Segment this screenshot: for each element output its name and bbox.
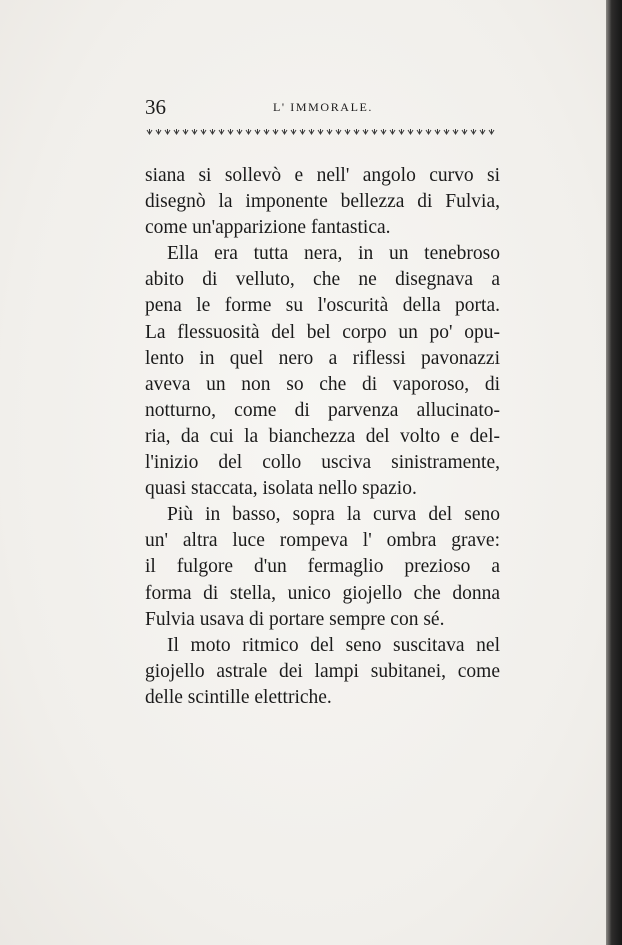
floral-rule-segment [408,129,413,134]
text-line: quasi staccata, isolata nello spazio. [145,478,417,500]
text-line: un' altra luce rompeva l' ombra grave: [145,530,500,552]
floral-rule-segment [336,129,341,134]
floral-rule-segment [165,129,170,134]
floral-rule-segment [318,129,323,134]
text-line: abito di velluto, che ne disegnava a [145,269,500,291]
floral-rule-segment [453,129,458,134]
floral-rule-segment [174,129,179,134]
floral-rule-segment [354,129,359,134]
floral-rule-segment [147,129,152,134]
text-line: pena le forme su l'oscurità della porta. [145,295,500,317]
floral-rule-segment [201,129,206,134]
floral-rule-segment [417,129,422,134]
floral-rule-segment [435,129,440,134]
floral-rule-segment [444,129,449,134]
text-line: forma di stella, unico giojello che donna [145,582,500,604]
floral-rule-segment [264,129,269,134]
text-line: ria, da cui la bianchezza del volto e del- [145,425,500,447]
floral-rule-segment [255,129,260,134]
running-title: L' IMMORALE. [273,100,374,114]
floral-rule-segment [291,129,296,134]
floral-rule-segment [426,129,431,134]
text-line: aveva un non so che di vaporoso, di [145,373,500,395]
text-line: giojello astrale dei lampi subitanei, come [145,660,500,682]
floral-rule-segment [327,129,332,134]
floral-rule-segment [228,129,233,134]
floral-rule-segment [489,129,494,134]
floral-rule-segment [246,129,251,134]
floral-rule-segment [480,129,485,134]
text-line: il fulgore d'un fermaglio prezioso a [145,556,500,578]
floral-rule-segment [183,129,188,134]
text-line: Più in basso, sopra la curva del seno [167,504,500,526]
floral-rule-segment [381,129,386,134]
floral-rule-segment [219,129,224,134]
floral-rule-segment [192,129,197,134]
floral-rule-segment [462,129,467,134]
floral-rule-segment [273,129,278,134]
text-line: siana si sollevò e nell' angolo curvo si [145,165,500,186]
text-line: disegnò la imponente bellezza di Fulvia, [145,191,500,213]
floral-rule-segment [363,129,368,134]
floral-rule-segment [156,129,161,134]
text-line: Il moto ritmico del seno suscitava nel [167,634,500,656]
floral-rule-segment [210,129,215,134]
text-line: l'inizio del collo usciva sinistramente, [145,452,500,474]
text-line: come un'apparizione fantastica. [145,217,391,239]
running-header [145,94,495,122]
text-line: Fulvia usava di portare sempre con sé. [145,608,445,630]
floral-rule-segment [390,129,395,134]
body-text [145,163,500,711]
floral-rule-icon [145,128,495,136]
floral-rule-segment [309,129,314,134]
page-number: 36 [145,95,166,119]
floral-rule-segment [345,129,350,134]
floral-rule-segment [399,129,404,134]
floral-rule-segment [372,129,377,134]
text-line: notturno, come di parvenza allucinato- [145,399,500,421]
text-line: lento in quel nero a riflessi pavonazzi [145,347,500,369]
floral-rule-segment [282,129,287,134]
text-line: Ella era tutta nera, in un tenebroso [167,243,500,265]
floral-rule-segment [237,129,242,134]
text-line: La flessuosità del bel corpo un po' opu- [145,321,500,343]
page-binding-edge [606,0,622,945]
text-line: delle scintille elettriche. [145,686,332,708]
floral-rule-segment [300,129,305,134]
floral-rule-segment [471,129,476,134]
